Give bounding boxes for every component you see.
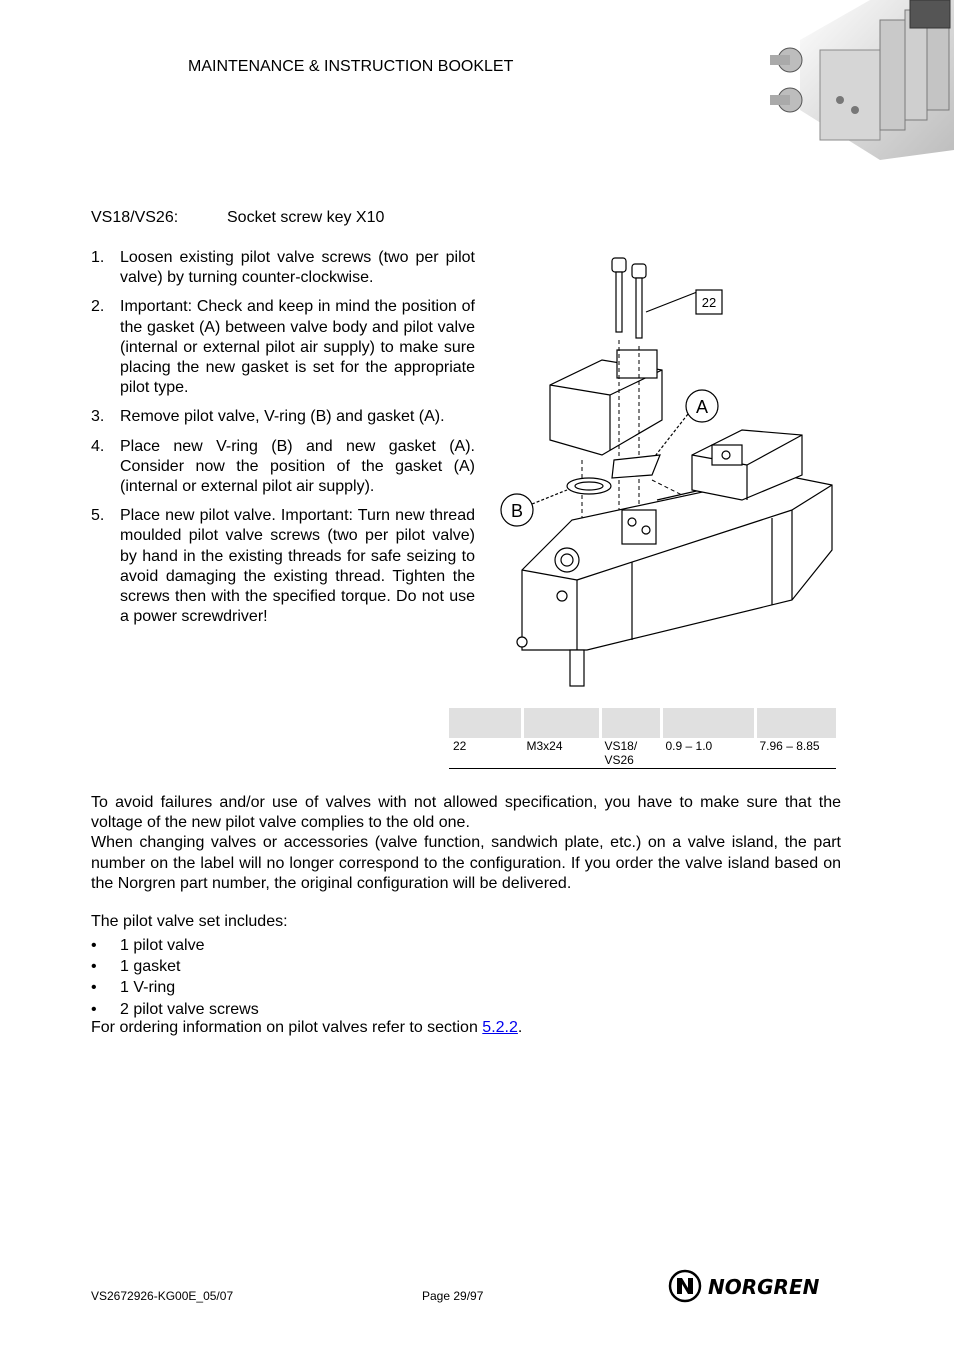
valve-body <box>517 475 832 686</box>
table-header-cell <box>523 708 601 738</box>
list-item-text: 2 pilot valve screws <box>120 1000 259 1018</box>
step-item <box>91 297 475 398</box>
pilot-screw-left <box>612 258 626 332</box>
footer-page-number: Page 29/97 <box>422 1289 484 1303</box>
list-item <box>91 977 259 998</box>
bullet: • <box>91 1000 97 1018</box>
table-header-cell <box>756 708 837 738</box>
step-text: Place new pilot valve. Important: Turn new thread moulded pilot valve screws (two per pilot valve) by hand in the existing threads for safe seizing to avoid damaging the existing thread. Tighten the screws then with the specified torque. Do not use a power screwdriver! <box>120 507 475 626</box>
bullet: • <box>91 937 97 954</box>
paragraph-voltage: To avoid failures and/or use of valves with not allowed specification, you have to make sure that the voltage of the new pilot valve complies to the old one. <box>91 794 841 832</box>
step-item <box>91 437 475 498</box>
cell-screw: M3x24 <box>523 738 601 769</box>
section-link[interactable]: 5.2.2 <box>482 1019 518 1036</box>
cell-torque-nm: 0.9 – 1.0 <box>662 738 756 769</box>
ordering-info <box>91 1019 522 1037</box>
step-number: 4. <box>91 437 105 455</box>
pilot-set-list <box>91 935 259 1020</box>
ordering-prefix: For ordering information on pilot valves refer to section <box>91 1019 483 1036</box>
step-number: 5. <box>91 507 105 525</box>
tool-value: Socket screw key X10 <box>227 209 385 226</box>
list-item <box>91 956 259 977</box>
table-header-cell <box>662 708 756 738</box>
logo-text: NORGREN <box>708 1275 820 1299</box>
exploded-valve-diagram <box>492 250 842 695</box>
tool-series-label: VS18/VS26: <box>91 209 179 226</box>
step-text: Place new V-ring (B) and new gasket (A). Consider now the position of the gasket (A) (internal or external pilot air supply). <box>120 437 475 496</box>
pilot-valve-removed <box>550 350 662 455</box>
list-item <box>91 935 259 956</box>
table-row <box>449 738 836 769</box>
step-item <box>91 407 475 427</box>
list-item <box>91 999 259 1020</box>
table-header-row <box>449 708 836 738</box>
step-number: 3. <box>91 408 105 426</box>
gasket-a <box>612 455 660 478</box>
cell-torque-lbin: 7.96 – 8.85 <box>756 738 837 769</box>
step-text: Loosen existing pilot valve screws (two per pilot valve) by turning counter-clockwise. <box>120 249 475 287</box>
instruction-steps <box>91 248 475 636</box>
callout-b-label: B <box>510 501 524 521</box>
cell-series <box>601 738 662 769</box>
callout-number: 22 <box>701 295 717 310</box>
step-text: Important: Check and keep in mind the position of the gasket (A) between valve body and pilot valve (internal or external pilot air supply) to make sure placing the new gasket is set for the appropriate pilot type. <box>120 298 475 397</box>
pilot-set-intro: The pilot valve set includes: <box>91 913 288 930</box>
bullet: • <box>91 979 97 997</box>
step-number: 1. <box>91 249 105 266</box>
header-title: MAINTENANCE & INSTRUCTION BOOKLET <box>188 58 514 75</box>
series-line-2: VS26 <box>604 753 634 767</box>
cell-item: 22 <box>449 738 523 769</box>
table-header-cell <box>449 708 523 738</box>
list-item-text: 1 V-ring <box>120 979 176 997</box>
valve-island-photo <box>760 0 954 160</box>
body-text <box>91 793 841 894</box>
paragraph-part-number: When changing valves or accessories (valve function, sandwich plate, etc.) on a valve island, the part number on the label will no longer correspond to the configuration. If you order the valve island based on the Norgren part number, the original configuration will be delivered. <box>91 834 841 892</box>
tool-requirement <box>91 209 384 227</box>
step-item <box>91 506 475 627</box>
table-header-cell <box>601 708 662 738</box>
step-number: 2. <box>91 298 105 316</box>
list-item-text: 1 gasket <box>120 958 181 976</box>
list-item-text: 1 pilot valve <box>120 937 205 954</box>
callout-a-label: A <box>695 397 709 417</box>
series-line-1: VS18/ <box>604 739 638 753</box>
footer-document-id: VS2672926-KG00E_05/07 <box>91 1289 234 1303</box>
pilot-screw-right <box>632 264 646 338</box>
step-text: Remove pilot valve, V-ring (B) and gasket (A). <box>120 408 445 426</box>
torque-spec-table <box>449 708 836 769</box>
ordering-suffix: . <box>517 1019 523 1036</box>
bullet: • <box>91 958 97 976</box>
norgren-logo <box>668 1269 842 1303</box>
v-ring-b <box>567 478 611 494</box>
step-item <box>91 248 475 288</box>
